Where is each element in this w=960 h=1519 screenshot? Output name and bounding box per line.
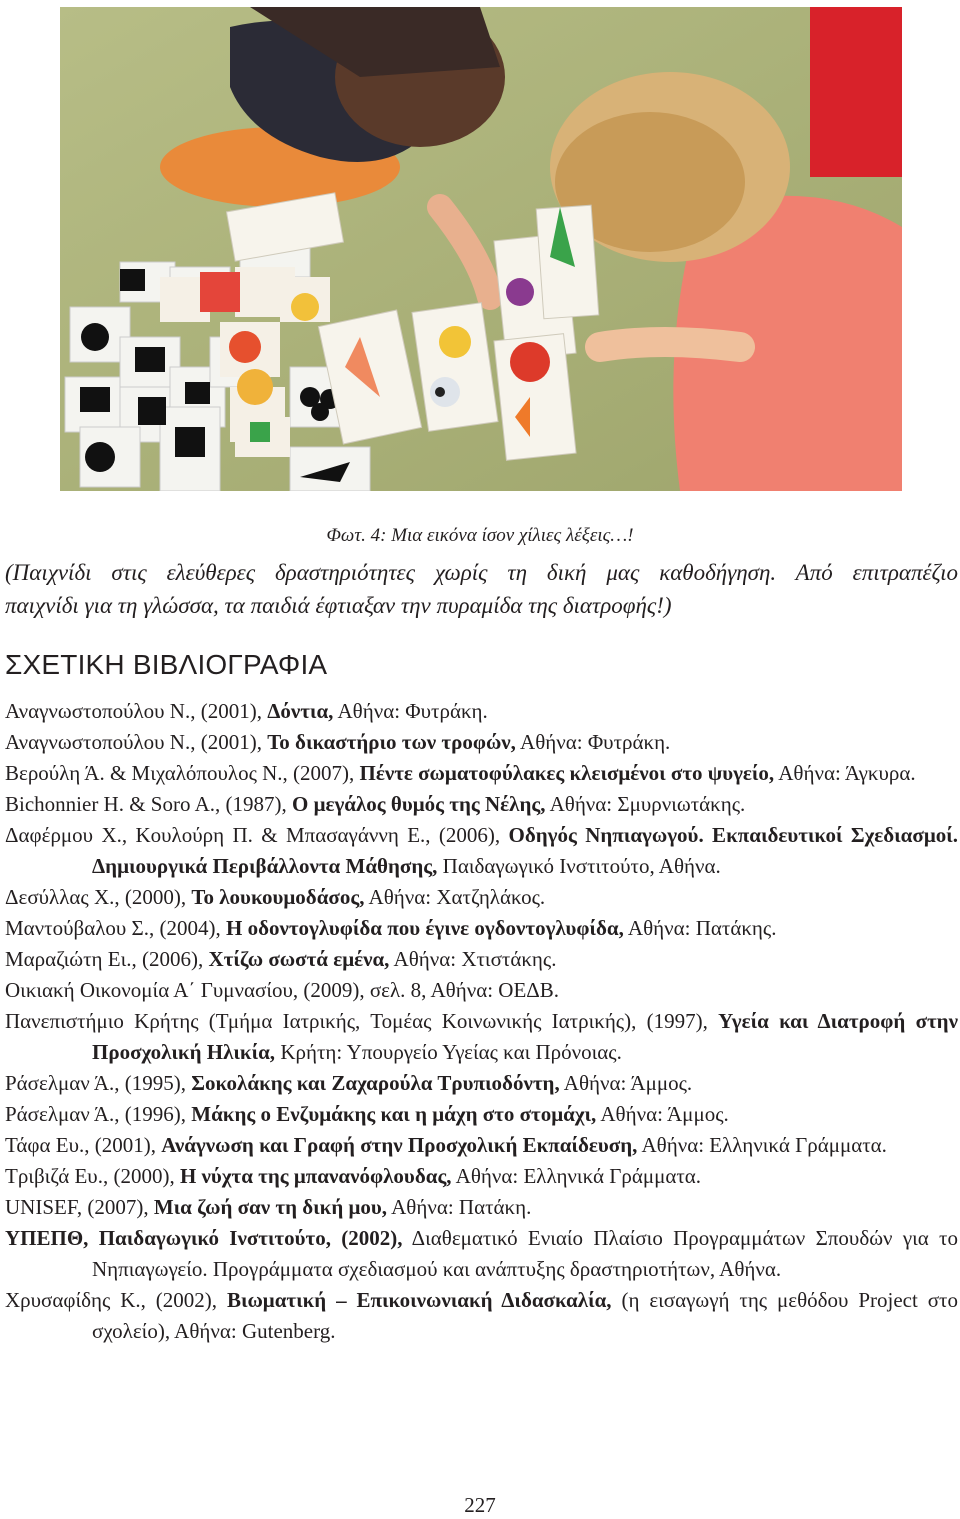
- photo-illustration: [60, 7, 902, 491]
- reference-item: Δαφέρμου Χ., Κουλούρη Π. & Μπασαγάννη Ε., (2006), Οδηγός Νηπιαγωγού. Εκπαιδευτικοί Σχεδιασμοί. Δημιουργικά Περιβάλλοντα Μάθησης, Παιδαγωγικό Ινστιτούτο, Αθήνα.: [5, 823, 958, 878]
- reference-item: Τριβιζά Ευ., (2000), Η νύχτα της μπανανόφλουδας, Αθήνα: Ελληνικά Γράμματα.: [5, 1164, 702, 1188]
- bibliography-heading: ΣΧΕΤΙΚΗ ΒΙΒΛΙΟΓΡΑΦΙΑ: [5, 649, 328, 680]
- reference-item: UNISEF, (2007), Μια ζωή σαν τη δική μου, Αθήνα: Πατάκη.: [5, 1195, 532, 1219]
- photo-caption-line: παιχνίδι για τη γλώσσα, τα παιδιά έφτιαξαν την πυραμίδα της διατροφής!): [5, 593, 672, 618]
- reference-item: Πανεπιστήμιο Κρήτης (Τμήμα Ιατρικής, Τομέας Κοινωνικής Ιατρικής), (1997), Υγεία και Διατροφή στην Προσχολική Ηλικία, Κρήτη: Υπουργείο Υγείας και Πρόνοιας.: [5, 1009, 958, 1064]
- reference-item: Αναγνωστοπούλου Ν., (2001), Το δικαστήριο των τροφών, Αθήνα: Φυτράκη.: [5, 730, 671, 754]
- bibliography-list: [5, 696, 958, 1347]
- reference-item: Μαραζιώτη Ει., (2006), Χτίζω σωστά εμένα, Αθήνα: Χτιστάκης.: [5, 947, 557, 971]
- photo-caption-title: Φωτ. 4: Μια εικόνα ίσον χίλιες λέξεις…!: [326, 525, 634, 546]
- photo-caption-line: (Παιχνίδι στις ελεύθερες δραστηριότητες χωρίς τη δική μας καθοδήγηση. Από επιτραπέζιο: [5, 560, 958, 585]
- reference-item: Ράσελμαν Ά., (1996), Μάκης ο Ενζυμάκης και η μάχη στο στομάχι, Αθήνα: Άμμος.: [5, 1102, 729, 1126]
- reference-item: Βερούλη Ά. & Μιχαλόπουλος Ν., (2007), Πέντε σωματοφύλακες κλεισμένοι στο ψυγείο, Αθήνα: Άγκυρα.: [5, 761, 916, 785]
- children-playing-photo: [60, 7, 902, 491]
- reference-item: Τάφα Ευ., (2001), Ανάγνωση και Γραφή στην Προσχολική Εκπαίδευση, Αθήνα: Ελληνικά Γράμματα.: [5, 1133, 887, 1157]
- reference-item: Αναγνωστοπούλου Ν., (2001), Δόντια, Αθήνα: Φυτράκη.: [5, 699, 488, 723]
- reference-item: Χρυσαφίδης Κ., (2002), Βιωματική – Επικοινωνιακή Διδασκαλία, (η εισαγωγή της μεθόδου Project στο σχολείο), Αθήνα: Gutenberg.: [5, 1288, 958, 1343]
- reference-item: Δεσύλλας Χ., (2000), Το λουκουμοδάσος, Αθήνα: Χατζηλάκος.: [5, 885, 546, 909]
- reference-item: Bichonnier H. & Soro A., (1987), Ο μεγάλος θυμός της Νέλης, Αθήνα: Σμυρνιωτάκης.: [5, 792, 746, 816]
- reference-item: Μαντούβαλου Σ., (2004), Η οδοντογλυφίδα που έγινε ογδοντογλυφίδα, Αθήνα: Πατάκης.: [5, 916, 777, 940]
- page-number: 227: [464, 1493, 496, 1517]
- reference-item: Ράσελμαν Ά., (1995), Σοκολάκης και Ζαχαρούλα Τρυπιοδόντη, Αθήνα: Άμμος.: [5, 1071, 693, 1095]
- reference-item: ΥΠΕΠΘ, Παιδαγωγικό Ινστιτούτο, (2002), Διαθεματικό Ενιαίο Πλαίσιο Προγραμμάτων Σπουδών για το Νηπιαγωγείο. Προγράμματα σχεδιασμού και ανάπτυξης δραστηριοτήτων, Αθήνα.: [5, 1226, 958, 1281]
- reference-item: Οικιακή Οικονομία Α΄ Γυμνασίου, (2009), σελ. 8, Αθήνα: ΟΕΔΒ.: [5, 978, 560, 1002]
